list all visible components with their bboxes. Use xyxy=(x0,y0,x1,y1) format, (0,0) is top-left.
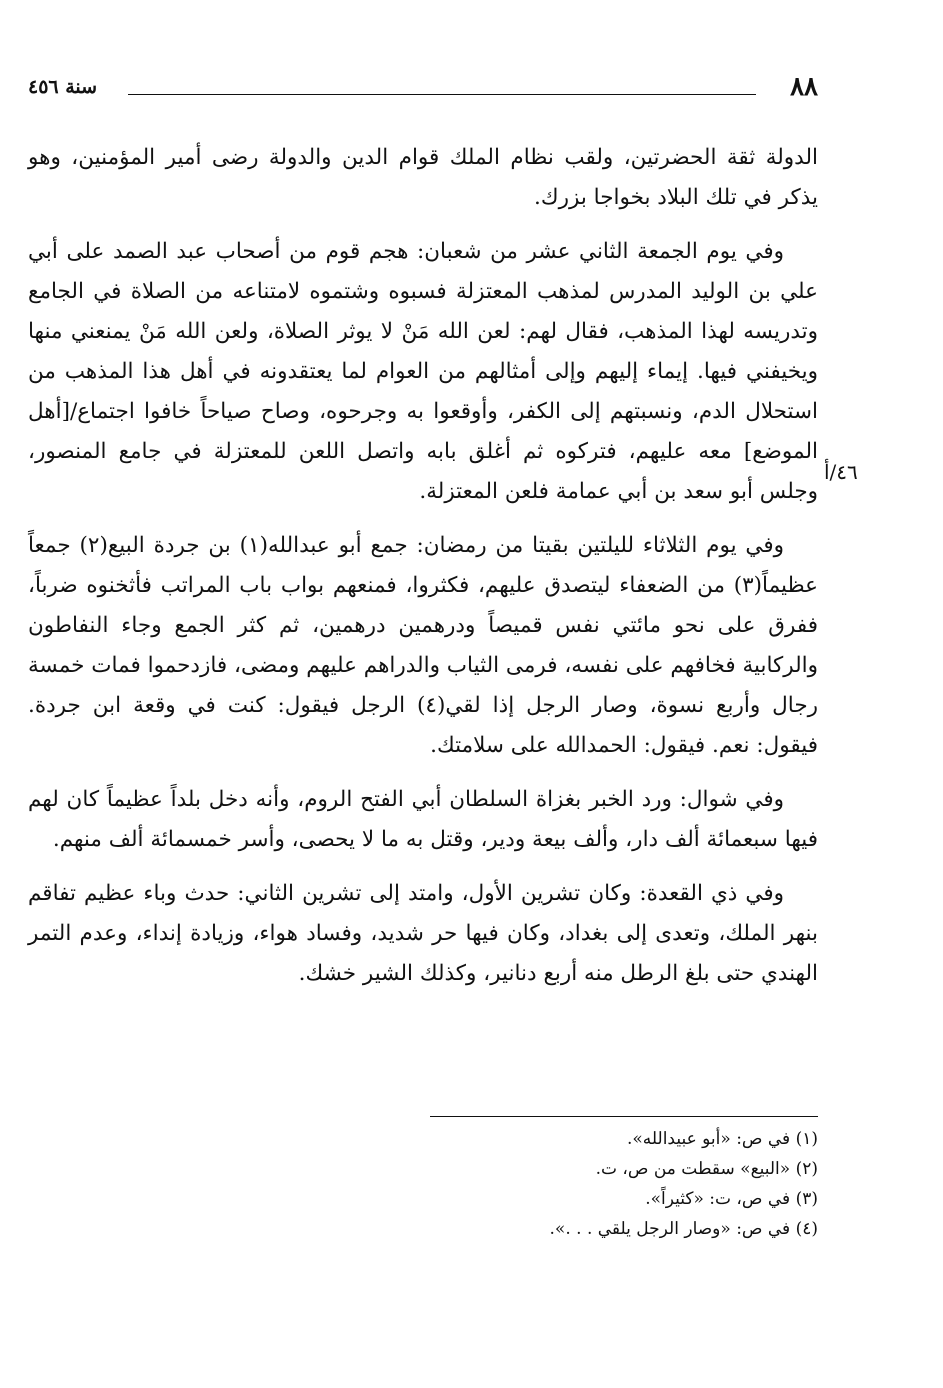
main-text xyxy=(28,138,818,1008)
header-divider xyxy=(128,94,756,95)
page-header xyxy=(28,72,818,112)
margin-folio-note: ٤٦/أ xyxy=(824,460,858,484)
paragraph-5: وفي ذي القعدة: وكان تشرين الأول، وامتد إلى تشرين الثاني: حدث وباء عظيم تفاقم بنهر الملك، وتعدى إلى بغداد، وكان فيها حر شديد، وفساد هواء، وزيادة إنداء، وعدم التمر الهندي حتى بلغ الرطل منه أربع دنانير، وكذلك الشير خشك. xyxy=(28,881,818,986)
paragraph-1: الدولة ثقة الحضرتين، ولقب نظام الملك قوام الدين والدولة رضى أمير المؤمنين، وهو يذكر في تلك البلاد بخواجا بزرك. xyxy=(28,145,818,210)
footnote-1: (١) في ص: «أبو عبيدالله». xyxy=(626,1129,818,1149)
footnote-3: (٣) في ص، ت: «كثيراً». xyxy=(645,1189,818,1209)
footnote-2: (٢) «البيع» سقطت من ص، ت. xyxy=(595,1159,818,1179)
footnotes xyxy=(28,1124,818,1244)
paragraph-2: وفي يوم الجمعة الثاني عشر من شعبان: هجم قوم من أصحاب عبد الصمد على أبي علي بن الوليد المدرس لمذهب المعتزلة فسبوه وشتموه لامتناعه من الصلاة في الجامع وتدريسه لهذا المذهب، فقال لهم: لعن الله مَنْ لا يوثر الصلاة، ولعن الله مَنْ يمنعني منها ويخيفني فيها. إيماء إليهم وإلى أمثالهم من العوام لما يعتقدونه في أهل هذا المذهب من استحلال الدم، ونسبتهم إلى الكفر، وأوقعوا به وجرحوه، وصاح صياحاً خافوا اجتماع/[أهل الموضع] معه عليهم، فتركوه ثم أغلق بابه واتصل اللعن للمعتزلة في جامع المنصور، وجلس أبو سعد بن أبي عمامة فلعن المعتزلة. xyxy=(28,239,818,504)
running-header-year: سنة ٤٥٦ xyxy=(28,76,98,98)
footnote-divider xyxy=(430,1116,818,1117)
paragraph-4: وفي شوال: ورد الخبر بغزاة السلطان أبي الفتح الروم، وأنه دخل بلداً عظيماً كان لهم فيها سبعمائة ألف دار، وألف بيعة ودير، وقتل به ما لا يحصى، وأسر خمسمائة ألف منهم. xyxy=(28,787,818,852)
footnote-4: (٤) في ص: «وصار الرجل يلقي . . .». xyxy=(549,1219,818,1239)
paragraph-3: وفي يوم الثلاثاء لليلتين بقيتا من رمضان: جمع أبو عبدالله(١) بن جردة البيع(٢) جمعاً عظيماً(٣) من الضعفاء ليتصدق عليهم، فكثروا، فمنعهم بواب باب المراتب فأثخنوه ضرباً، ففرق على نحو مائتي نفس قميصاً ودرهمين درهمين، ثم كثر الجمع وجاء النفاطون والركابية فخافهم على نفسه، فرمى الثياب والدراهم عليهم ومضى، فازدحموا فمات خمسة رجال وأربع نسوة، وصار الرجل إذا لقي(٤) الرجل فيقول: كنت في وقعة ابن جردة. فيقول: نعم. فيقول: الحمدالله على سلامتك. xyxy=(28,533,819,758)
page-number: ٨٨ xyxy=(790,72,818,102)
